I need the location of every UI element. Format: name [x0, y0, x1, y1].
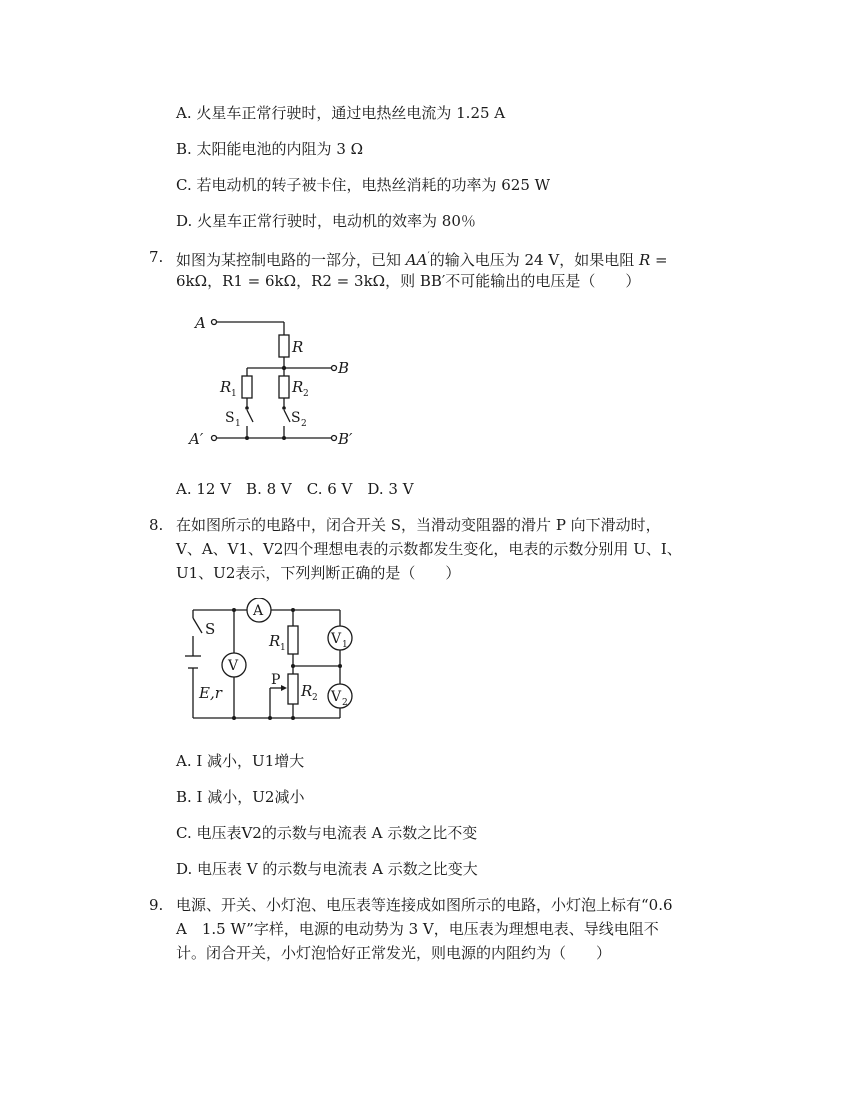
- q7-label-r1-sub: 1: [231, 389, 237, 399]
- q8-circuit-figure: [185, 598, 360, 723]
- q7-label-r2: R: [292, 378, 304, 396]
- q8-option-b: B. I 减小，U2减小: [176, 788, 305, 806]
- q8-r2-sub: 2: [312, 693, 318, 703]
- q8-ammeter-label: A: [253, 603, 264, 619]
- q7-label-s1-sub: 1: [235, 419, 241, 429]
- q8-voltmeter2-label: V: [331, 689, 342, 705]
- q8-voltmeter2-sub: 2: [342, 698, 348, 708]
- q8-r1-sub: 1: [280, 643, 286, 653]
- q7-label-r: R: [292, 338, 304, 356]
- q8-voltmeter-label: V: [228, 658, 239, 674]
- q8-r1-label: R: [269, 632, 281, 650]
- q6-option-b: B. 太阳能电池的内阻为 3 Ω: [176, 140, 364, 158]
- q7-options: A. 12 V B. 8 V C. 6 V D. 3 V: [176, 480, 414, 498]
- q6-option-c: C. 若电动机的转子被卡住，电热丝消耗的功率为 625 W: [176, 176, 551, 194]
- q7-label-r1: R: [220, 378, 232, 396]
- q8-source-label: E,r: [199, 684, 222, 702]
- q7-label-a-prime: A′: [189, 430, 204, 448]
- q8-option-c: C. 电压表V2的示数与电流表 A 示数之比不变: [176, 824, 478, 842]
- q7-label-r2-sub: 2: [303, 389, 309, 399]
- q8-stem-line3: U1、U2表示，下列判断正确的是（ ）: [176, 564, 461, 582]
- q9-stem-line2: A 1.5 W”字样，电源的电动势为 3 V，电压表为理想电表、导线电阻不: [176, 920, 659, 938]
- q8-stem-line1: 在如图所示的电路中，闭合开关 S，当滑动变阻器的滑片 P 向下滑动时，: [176, 516, 661, 534]
- q7-circuit-figure: [185, 308, 355, 453]
- q7-number: 7.: [149, 248, 164, 266]
- q7-label-s2-sub: 2: [301, 419, 307, 429]
- q8-option-a: A. I 减小，U1增大: [176, 752, 305, 770]
- q8-number: 8.: [149, 516, 164, 534]
- q8-stem-line2: V、A、V1、V2四个理想电表的示数都发生变化，电表的示数分别用 U、I、: [176, 540, 682, 558]
- q8-option-d: D. 电压表 V 的示数与电流表 A 示数之比变大: [176, 860, 478, 878]
- q7-stem-line1: 如图为某控制电路的一部分，已知 AA′的输入电压为 24 V，如果电阻 R =: [176, 251, 668, 269]
- q9-number: 9.: [149, 896, 164, 914]
- q7-label-s1: S: [225, 410, 235, 426]
- q8-switch-label: S: [205, 620, 216, 638]
- q7-label-b-prime: B′: [338, 430, 353, 448]
- q9-stem-line3: 计。闭合开关，小灯泡恰好正常发光，则电源的内阻约为（ ）: [176, 944, 612, 962]
- q7-label-s2: S: [291, 410, 301, 426]
- q8-slider-label: P: [271, 672, 281, 688]
- q9-stem-line1: 电源、开关、小灯泡、电压表等连接成如图所示的电路，小灯泡上标有“0.6: [176, 896, 673, 914]
- q6-option-d: D. 火星车正常行驶时，电动机的效率为 80％: [176, 212, 476, 230]
- q8-voltmeter1-label: V: [331, 631, 342, 647]
- q8-voltmeter1-sub: 1: [342, 640, 348, 650]
- q7-stem-line2: 6kΩ，R1 = 6kΩ，R2 = 3kΩ，则 BB′不可能输出的电压是（ ）: [176, 272, 641, 290]
- q7-label-b: B: [338, 359, 350, 377]
- q8-r2-label: R: [301, 682, 313, 700]
- q7-label-a: A: [195, 314, 206, 332]
- q6-option-a: A. 火星车正常行驶时，通过电热丝电流为 1.25 A: [176, 104, 506, 122]
